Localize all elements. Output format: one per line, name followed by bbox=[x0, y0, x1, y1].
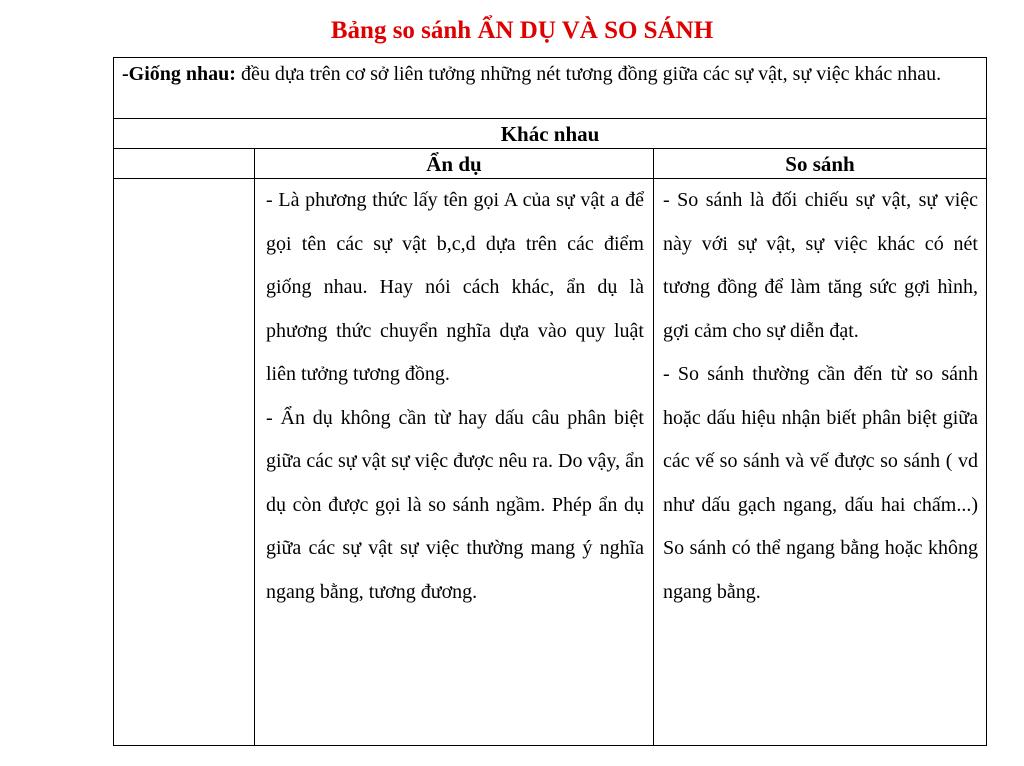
similarity-label: -Giống nhau: bbox=[122, 63, 236, 85]
similarity-row bbox=[114, 58, 986, 119]
comparison-paragraph: - So sánh là đối chiếu sự vật, sự việc này với sự vật, sự việc khác có nét tương đồng để làm tăng sức gợi hình, gợi cảm cho sự diễn đạt. bbox=[663, 189, 978, 342]
column-divider-left bbox=[254, 179, 255, 745]
comparison-cell bbox=[655, 179, 986, 745]
column-header-comparison: So sánh bbox=[654, 149, 986, 179]
differences-header: Khác nhau bbox=[114, 119, 986, 149]
metaphor-paragraph: - Là phương thức lấy tên gọi A của sự vật a để gọi tên các sự vật b,c,d dựa trên các điểm giống nhau. Hay nói cách khác, ẩn dụ là phương thức chuyển nghĩa dựa vào quy luật liên tưởng tương đồng. bbox=[266, 189, 644, 385]
metaphor-cell bbox=[256, 179, 654, 745]
column-header-empty bbox=[114, 149, 255, 179]
page-title: Bảng so sánh ẨN DỤ VÀ SO SÁNH bbox=[330, 17, 714, 44]
comparison-paragraph: - So sánh thường cần đến từ so sánh hoặc dấu hiệu nhận biết phân biệt giữa các vế so sánh và vế được so sánh ( vd như dấu gạch ngang, dấu hai chấm...) So sánh có thể ngang bằng hoặc không ngang bằng. bbox=[663, 363, 978, 603]
empty-cell bbox=[114, 179, 254, 745]
comparison-table bbox=[113, 57, 987, 746]
metaphor-paragraph: - Ẩn dụ không cần từ hay dấu câu phân biệt giữa các sự vật sự việc được nêu ra. Do vậy, ẩn dụ còn được gọi là so sánh ngầm. Phép ẩn dụ giữa các sự vật sự việc thường mang ý nghĩa ngang bằng, tương đương. bbox=[266, 406, 644, 603]
column-header-metaphor: Ẩn dụ bbox=[255, 149, 654, 179]
similarity-text: đều dựa trên cơ sở liên tưởng những nét tương đồng giữa các sự vật, sự việc khác nhau. bbox=[235, 63, 942, 85]
